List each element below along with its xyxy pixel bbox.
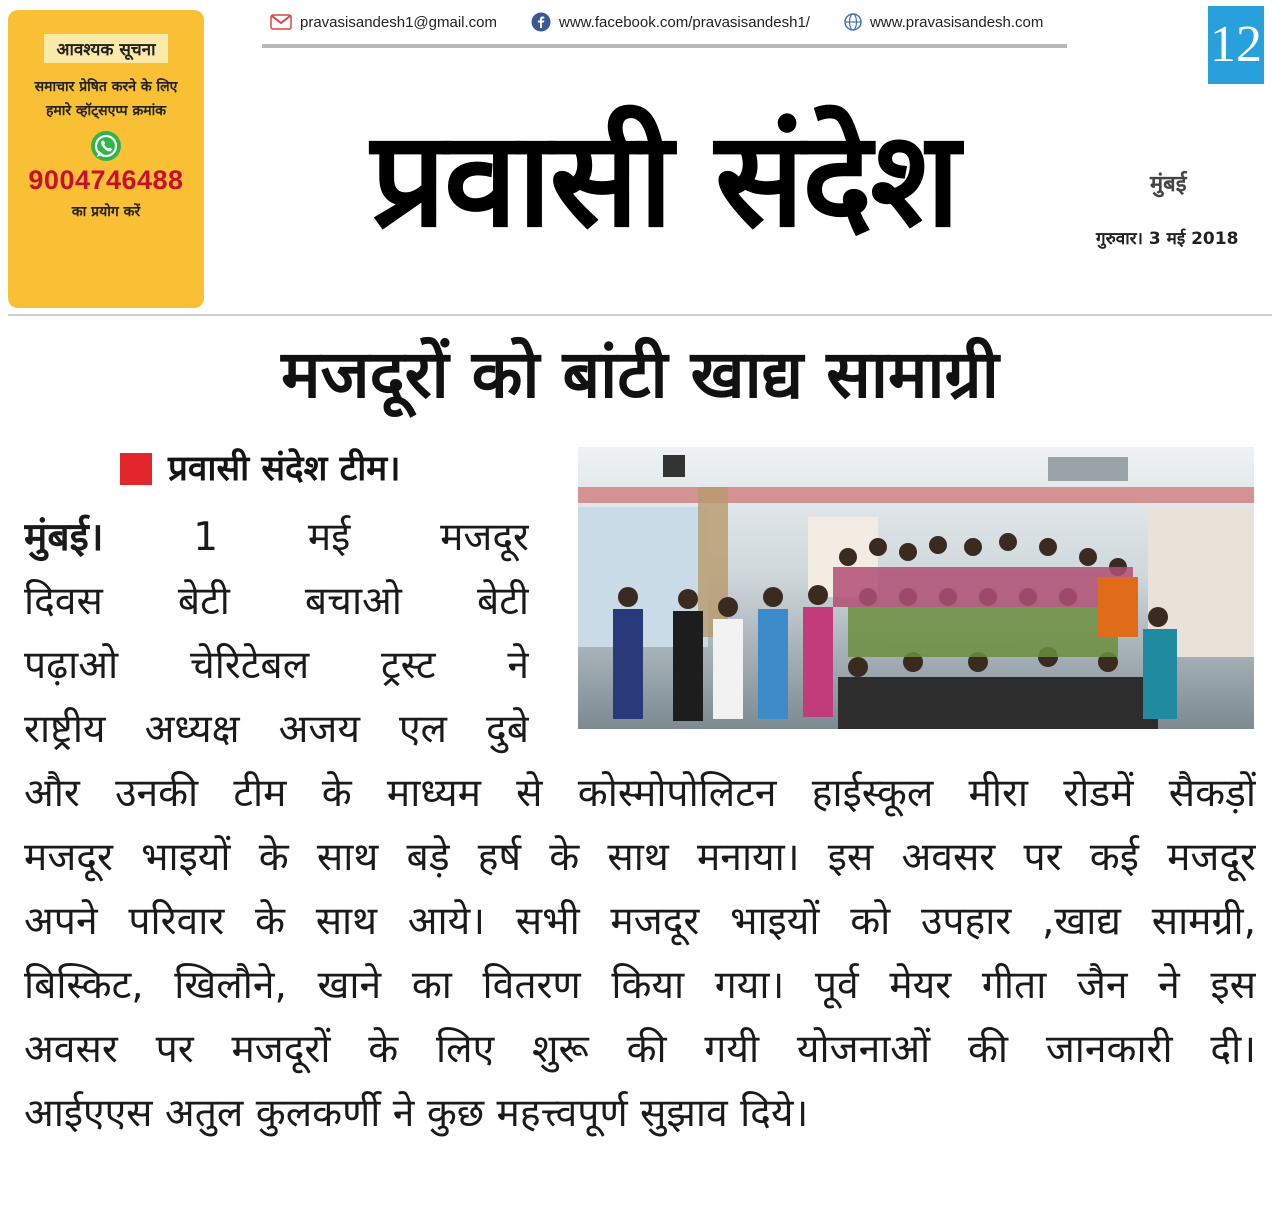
article-line: पढ़ाओ चेरिटेबल ट्रस्ट ने [24, 643, 529, 688]
masthead-title: प्रवासी संदेश [370, 103, 959, 257]
header-divider [8, 314, 1272, 316]
notice-phone: 9004746488 [28, 165, 184, 195]
byline-text: प्रवासी संदेश टीम। [168, 449, 401, 489]
website-text: www.pravasisandesh.com [869, 13, 1044, 31]
gmail-icon [270, 13, 292, 31]
article-headline: मजदूरों को बांटी खाद्य सामाग्री [281, 336, 999, 413]
article-line: मजदूर भाइयों के साथ बड़े हर्ष के साथ मनाया। इस अवसर पर कई मजदूर [24, 835, 1256, 880]
byline-square-icon [120, 453, 152, 485]
article-dateline: मुंबई। [24, 515, 104, 560]
article-line-text: 1 मई मजदूर [193, 515, 529, 560]
article-line: अपने परिवार के साथ आये। सभी मजदूर भाइयों को उपहार ,खाद्य सामग्री, [24, 899, 1256, 944]
page-number-badge: 12 [1208, 6, 1264, 84]
notice-text [8, 75, 204, 123]
article-left-column [24, 506, 529, 762]
article-line: राष्ट्रीय अध्यक्ष अजय एल दुबे [24, 707, 529, 752]
website-contact [844, 13, 1043, 31]
notice-line-2: हमारे व्हॉट्सएप्प क्रमांक [45, 103, 167, 119]
facebook-contact [531, 12, 810, 32]
article-full-column [24, 762, 1256, 1146]
article-line: दिवस बेटी बचाओ बेटी [24, 579, 529, 624]
edition-date: गुरुवार। 3 मई 2018 [1096, 229, 1239, 249]
article-line: बिस्किट, खिलौने, खाने का वितरण किया गया। पूर्व मेयर गीता जैन ने इस [24, 963, 1256, 1008]
article-line [24, 506, 529, 570]
whatsapp-icon [89, 129, 123, 163]
facebook-icon [531, 12, 551, 32]
notice-use-text: का प्रयोग करें [71, 204, 141, 220]
article-byline [120, 444, 400, 494]
article-line: और उनकी टीम के माध्यम से कोस्मोपोलिटन हाईस्कूल मीरा रोडमें सैकड़ों [24, 771, 1256, 816]
contact-bar [270, 8, 1077, 36]
globe-icon [844, 13, 862, 31]
edition-city: मुंबई [1150, 172, 1187, 197]
email-text: pravasisandesh1@gmail.com [300, 13, 497, 31]
article-line: आईएएस अतुल कुलकर्णी ने कुछ महत्त्वपूर्ण सुझाव दिये। [24, 1091, 809, 1136]
email-contact [270, 13, 497, 31]
notice-title: आवश्यक सूचना [44, 34, 167, 63]
facebook-text: www.facebook.com/pravasisandesh1/ [559, 13, 810, 31]
notice-box [8, 10, 204, 308]
article-line: अवसर पर मजदूरों के लिए शुरू की गयी योजनाओं की जानकारी दी। [24, 1027, 1256, 1072]
group-photo [578, 447, 1254, 729]
top-divider [262, 44, 1067, 48]
notice-line-1: समाचार प्रेषित करने के लिए [34, 79, 178, 95]
